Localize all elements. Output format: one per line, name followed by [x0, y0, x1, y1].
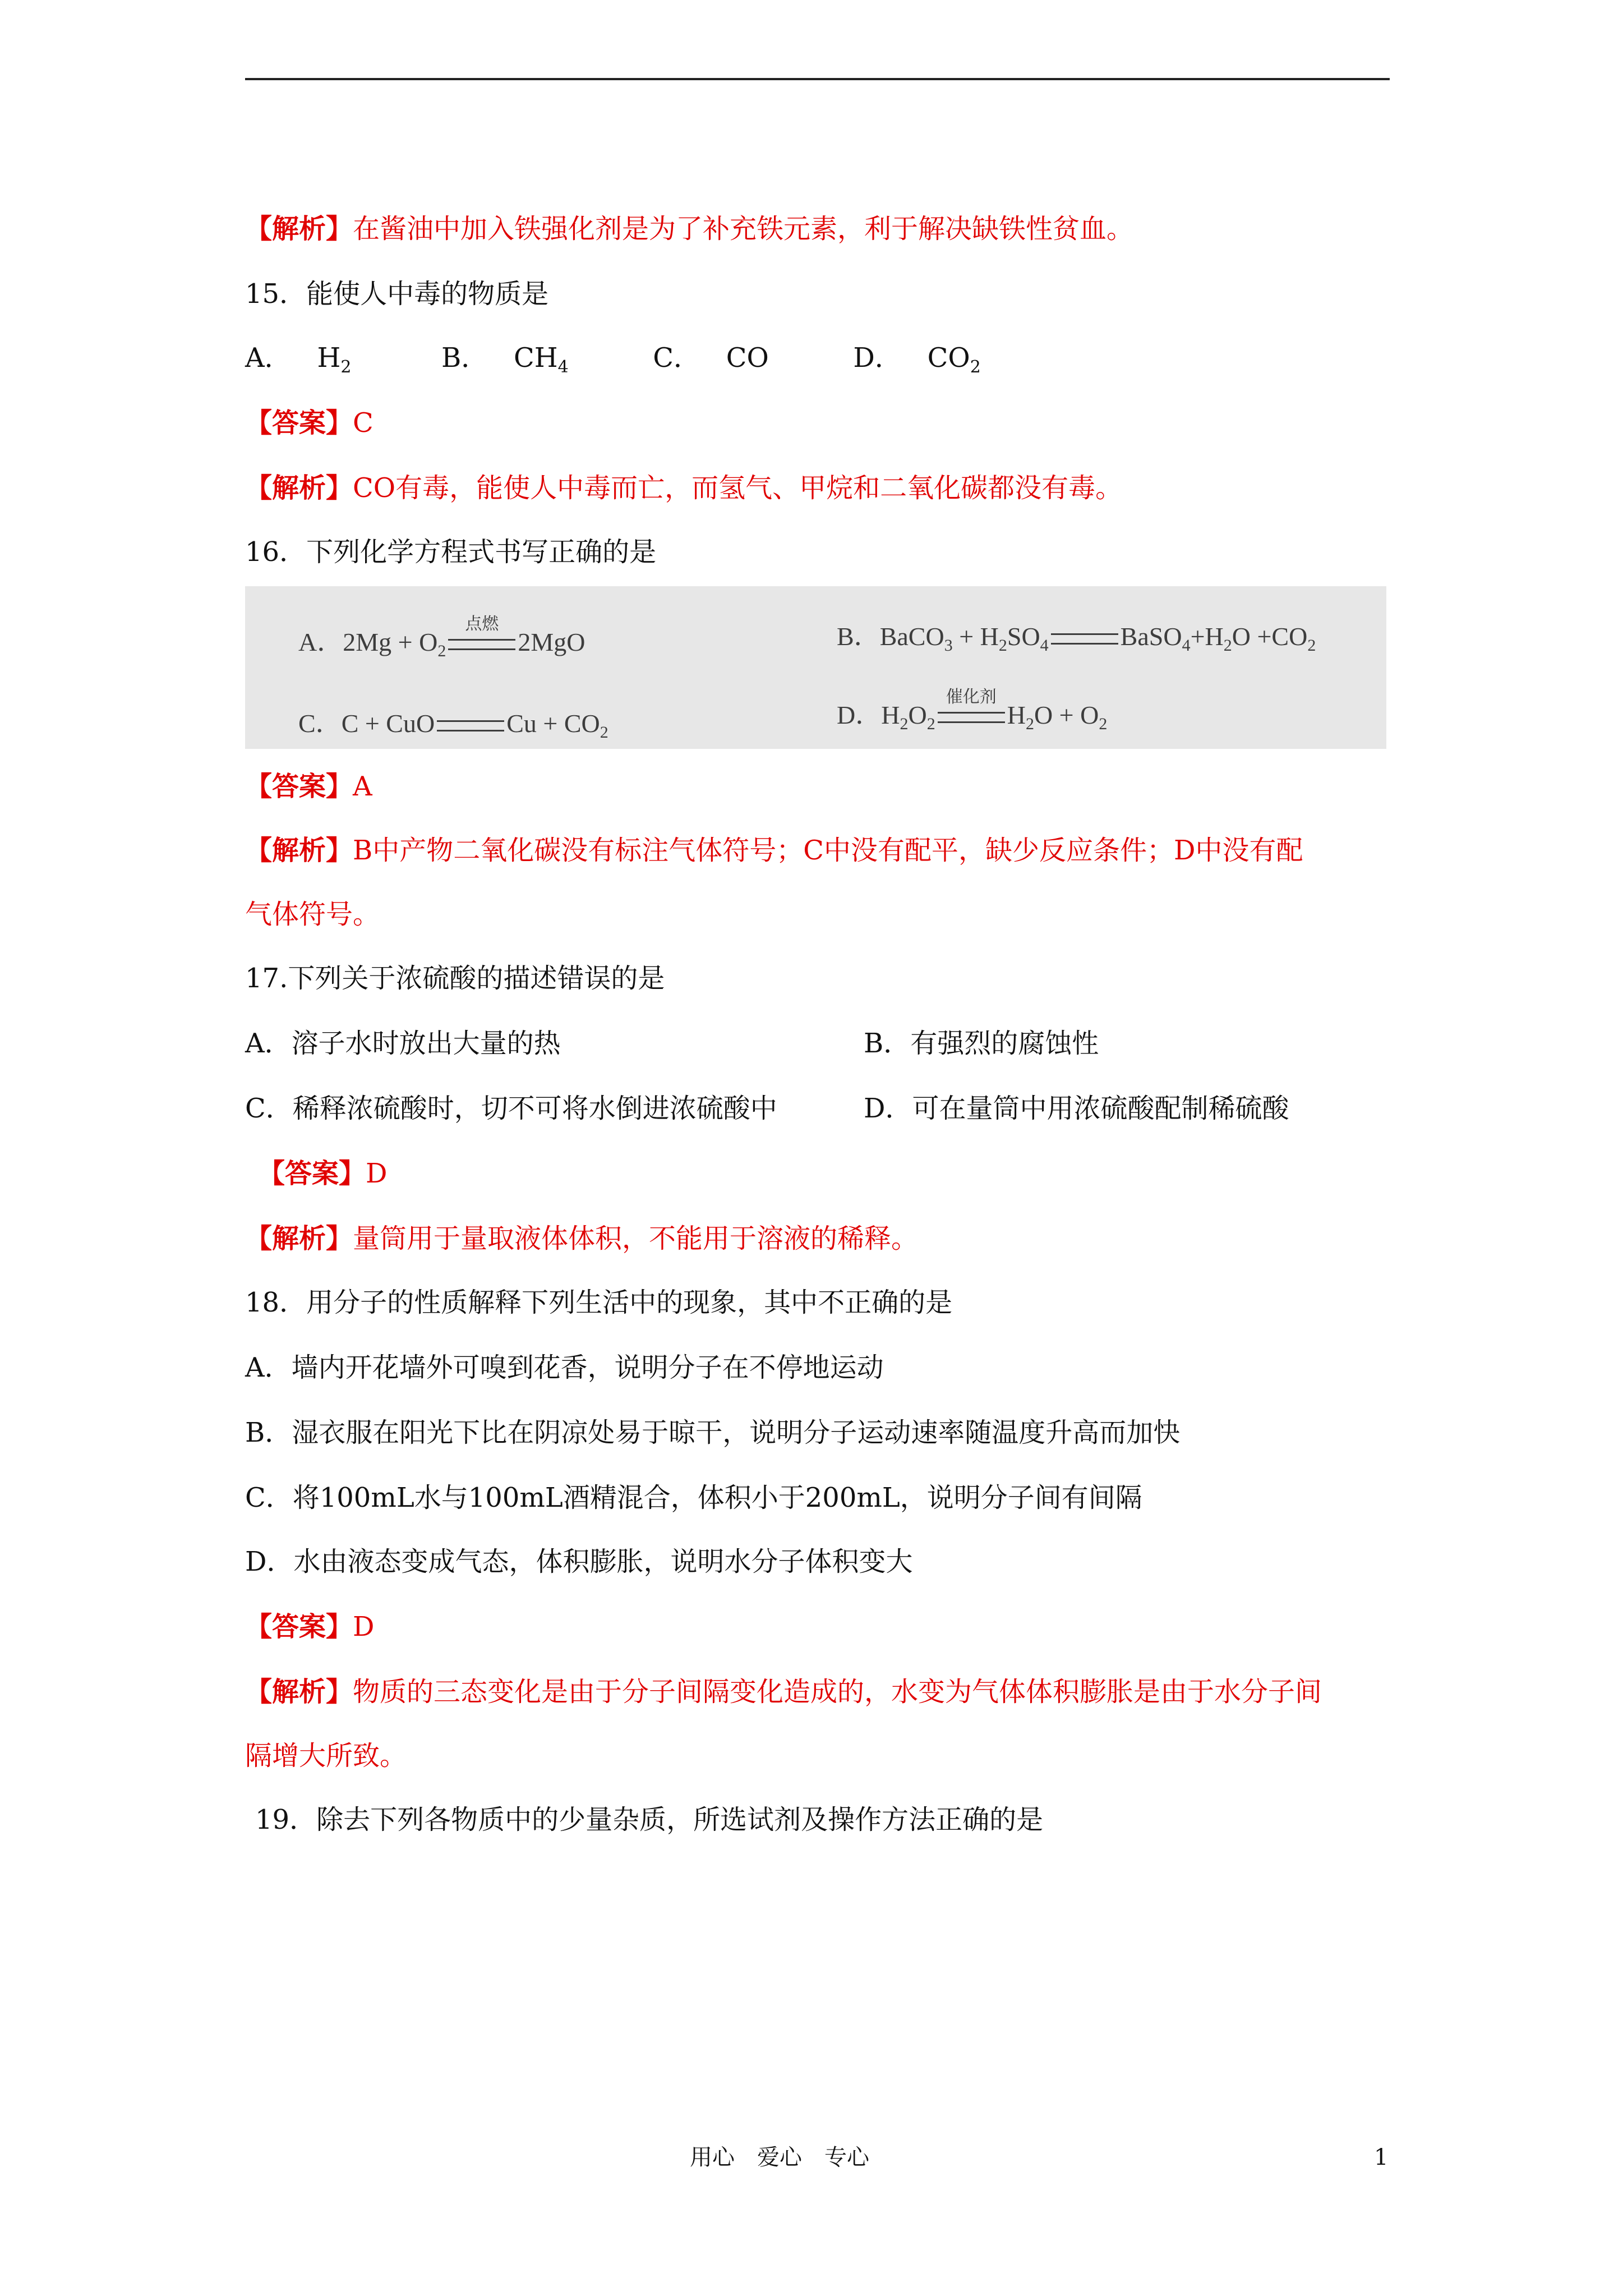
q15-answer — [245, 405, 374, 441]
q17-answer — [258, 1156, 388, 1191]
q16-equation-d: D．$H_2O_2$ 催化剂 $H_2O + O_2$ — [837, 687, 1108, 733]
q14-analysis-text: 在酱油中加入铁强化剂是为了补充铁元素，利于解决缺铁性贫血。 — [353, 213, 1134, 245]
q16-answer — [245, 769, 372, 804]
q19-stem: 19．除去下列各物质中的少量杂质，所选试剂及操作方法正确的是 — [255, 1804, 1044, 1835]
double-line-arrow — [437, 720, 504, 731]
q18-stem: 18．用分子的性质解释下列生活中的现象，其中不正确的是 — [245, 1287, 953, 1318]
q16-analysis — [245, 832, 1303, 868]
q17-option-c: C．稀释浓硫酸时，切不可将水倒进浓硫酸中 — [245, 1093, 777, 1124]
q16-analysis-text-1: B中产物二氧化碳没有标注气体符号；C中没有配平，缺少反应条件；D中没有配 — [353, 835, 1303, 866]
answer-tag: 【答案】 — [245, 771, 353, 802]
q18-option-c: C．将100mL水与100mL酒精混合，体积小于200mL，说明分子间有间隔 — [245, 1482, 1142, 1513]
analysis-tag: 【解析】 — [245, 1223, 353, 1254]
q16-stem: 16．下列化学方程式书写正确的是 — [245, 536, 657, 568]
page-number: 1 — [1374, 2145, 1389, 2170]
q16-equation-a: A．$2Mg + O_2$ 点燃 2MgO — [298, 614, 585, 660]
footer-motto: 用心 爱心 专心 — [690, 2145, 869, 2170]
answer-tag: 【答案】 — [245, 1611, 353, 1642]
q15-analysis — [245, 470, 1122, 506]
analysis-tag: 【解析】 — [245, 472, 353, 504]
header-rule — [245, 78, 1390, 80]
q18-option-a: A．墙内开花墙外可嗅到花香，说明分子在不停地运动 — [245, 1352, 884, 1383]
q14-analysis — [245, 211, 1133, 247]
q17-option-d: D．可在量筒中用浓硫酸配制稀硫酸 — [864, 1093, 1289, 1124]
q18-analysis-text-1: 物质的三态变化是由于分子间隔变化造成的，水变为气体体积膨胀是由于水分子间 — [353, 1676, 1322, 1708]
q16-equations-image — [245, 586, 1386, 749]
q18-option-d: D．水由液态变成气态，体积膨胀，说明水分子体积变大 — [245, 1546, 913, 1577]
q16-answer-value: A — [353, 771, 372, 802]
q18-answer — [245, 1609, 375, 1645]
q15-analysis-text: CO有毒，能使人中毒而亡，而氢气、甲烷和二氧化碳都没有毒。 — [353, 472, 1123, 504]
q18-analysis-text-2: 隔增大所致。 — [245, 1740, 407, 1772]
analysis-tag: 【解析】 — [245, 213, 353, 245]
q18-option-b: B．湿衣服在阳光下比在阴凉处易于晾干，说明分子运动速率随温度升高而加快 — [245, 1417, 1181, 1448]
q15-option-b: B． $CH_4$ — [441, 342, 569, 377]
q15-option-d: D． $CO_2$ — [853, 342, 981, 377]
q16-equation-c: C．C + CuO $Cu + CO_2$ — [298, 709, 608, 742]
q15-option-c: C． CO — [653, 342, 769, 374]
q17-option-b: B．有强烈的腐蚀性 — [864, 1028, 1099, 1059]
q15-stem: 15．能使人中毒的物质是 — [245, 278, 549, 310]
double-line-arrow: 催化剂 — [938, 712, 1005, 723]
analysis-tag: 【解析】 — [245, 1676, 353, 1708]
q18-answer-value: D — [353, 1611, 375, 1642]
double-line-arrow — [1051, 633, 1118, 645]
q17-analysis — [245, 1221, 918, 1257]
q16-equation-b: B．BaCO$_3$ + $H_2SO_4$ $BaSO_4+H_2O +CO_2$ — [837, 622, 1316, 655]
analysis-tag: 【解析】 — [245, 835, 353, 866]
q16-analysis-text-2: 气体符号。 — [245, 899, 380, 930]
q17-answer-value: D — [366, 1158, 388, 1189]
q15-answer-value: C — [353, 407, 374, 439]
q18-analysis — [245, 1674, 1322, 1710]
q17-analysis-text: 量筒用于量取液体体积，不能用于溶液的稀释。 — [353, 1223, 919, 1254]
q17-stem: 17.下列关于浓硫酸的描述错误的是 — [245, 963, 665, 994]
q17-option-a: A．溶子水时放出大量的热 — [245, 1028, 561, 1059]
answer-tag: 【答案】 — [258, 1158, 366, 1189]
q15-option-a: A． $H_2$ — [245, 342, 352, 377]
double-line-arrow: 点燃 — [448, 639, 515, 650]
q15-options — [245, 340, 981, 376]
answer-tag: 【答案】 — [245, 407, 353, 439]
